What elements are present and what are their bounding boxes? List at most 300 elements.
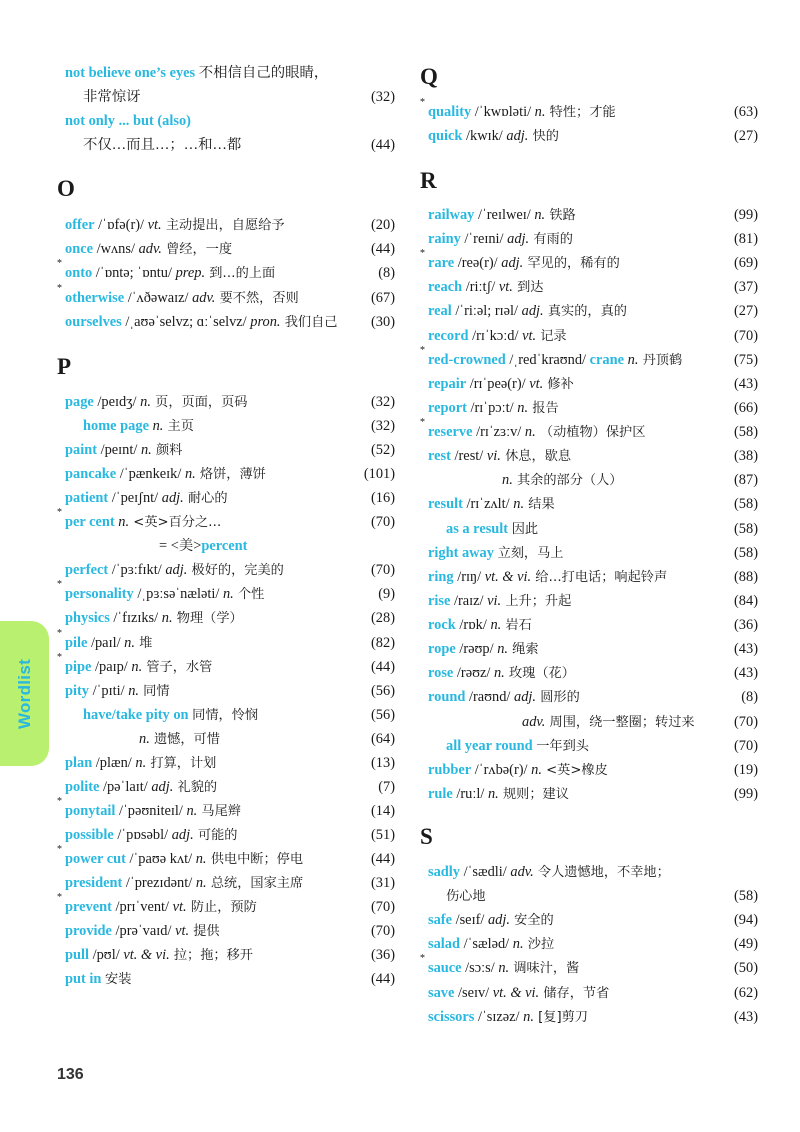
part-of-speech: adj.: [514, 689, 537, 706]
chinese-meaning: 可能的: [193, 827, 238, 843]
headword: rare: [428, 255, 455, 272]
part-of-speech: adj.: [521, 303, 544, 320]
page-reference: (44): [371, 241, 395, 258]
chinese-meaning: 伤心地: [446, 889, 486, 905]
part-of-speech: vt.: [522, 327, 537, 344]
chinese-meaning: 立刻，马上: [497, 545, 564, 561]
page-reference: (43): [734, 1008, 758, 1025]
part-of-speech: n.: [161, 610, 173, 627]
entry-text: [83, 704, 361, 727]
word-entry: [57, 892, 395, 918]
wordlist-tab-label: Wordlist: [14, 658, 34, 729]
page-reference: (66): [734, 399, 758, 416]
headword: railway: [428, 207, 475, 223]
entry-text: [446, 518, 724, 541]
word-entry: [420, 97, 758, 123]
chinese-meaning: 因此: [511, 521, 539, 537]
part-of-speech: vt.: [172, 899, 187, 916]
page-reference: (62): [734, 984, 758, 1001]
page-reference: (69): [734, 255, 758, 272]
star-marker: *: [57, 579, 62, 591]
headword: pipe: [65, 658, 92, 675]
entry-text: pity /ˈpɪti/ n. 同情: [65, 682, 170, 699]
part-of-speech: n.: [524, 424, 536, 441]
word-entry: [420, 759, 758, 781]
headword: put in: [65, 971, 102, 988]
headword: quality: [428, 104, 472, 120]
page-reference: (101): [363, 466, 395, 483]
word-entry: [420, 590, 758, 612]
page-reference: (63): [734, 104, 758, 120]
chinese-meaning: 丹顶鹤: [638, 352, 683, 368]
entry-text: otherwise /ˈʌðəwaɪz/ adv. 要不然，否则: [65, 289, 299, 306]
headword: not believe one’s eyes: [65, 65, 196, 81]
word-entry: [420, 493, 758, 515]
page-reference: (52): [371, 442, 395, 459]
page-reference: (81): [734, 231, 758, 248]
chinese-meaning: 堆: [134, 635, 153, 651]
page-reference: (49): [734, 936, 758, 953]
entry-text: real /ˈriːəl; rɪəl/ adj. 真实的，真的: [428, 303, 627, 320]
entry-text: polite /pəˈlaɪt/ adj. 礼貌的: [65, 778, 218, 795]
word-entry: [57, 872, 395, 894]
chinese-meaning: 拉；拖；移开: [169, 948, 253, 964]
headword: report: [428, 399, 467, 416]
page-reference: (14): [371, 802, 395, 819]
chinese-meaning: [复]剪刀: [533, 1009, 588, 1025]
entry-text: physics /ˈfɪzɪks/ n. 物理（学）: [65, 610, 243, 627]
page-reference: (8): [378, 265, 395, 282]
entry-text: onto /ˈɒntə; ˈɒntu/ prep. 到…的上面: [65, 265, 276, 282]
part-of-speech: n.: [487, 785, 499, 802]
headword: result: [428, 496, 463, 513]
word-entry: [420, 518, 758, 540]
part-of-speech: n.: [131, 658, 143, 675]
entry-text: ourselves /ˌaʊəˈselvz; ɑːˈselvz/ pron. 我们自己: [65, 313, 338, 330]
entry-text: result /rɪˈzʌlt/ n. 结果: [428, 496, 555, 513]
headword: not only ... but (also): [65, 113, 191, 129]
part-of-speech: adj.: [151, 778, 174, 795]
word-entry: [57, 391, 395, 413]
part-of-speech: adv.: [522, 713, 546, 730]
entry-text: pull /pʊl/ vt. & vi. 拉；拖；移开: [65, 947, 253, 964]
headword: right away: [428, 544, 494, 561]
entry-text: rock /rɒk/ n. 岩石: [428, 617, 532, 634]
page-reference: (82): [371, 634, 395, 651]
chinese-meaning: 规则；建议: [498, 786, 569, 802]
word-entry: [420, 325, 758, 347]
part-of-speech: n.: [534, 104, 546, 120]
star-marker: *: [420, 97, 425, 108]
word-entry: [420, 783, 758, 805]
entry-text: quick /kwɪk/ adj. 快的: [428, 128, 559, 144]
chinese-meaning: 圆形的: [536, 690, 580, 706]
headword: onto: [65, 265, 93, 282]
star-marker: *: [57, 651, 62, 663]
chinese-meaning: 周围，绕一整圈；转过来: [545, 714, 695, 730]
headword: offer: [65, 217, 95, 233]
headword: real: [428, 303, 452, 320]
chinese-meaning: 快的: [528, 129, 559, 144]
chinese-meaning: 沙拉: [523, 937, 555, 953]
headword: rope: [428, 641, 456, 658]
entry-text: [502, 469, 724, 492]
entry-text: possible /ˈpɒsəbl/ adj. 可能的: [65, 826, 238, 843]
page-reference: (75): [734, 351, 758, 368]
part-of-speech: vi.: [487, 592, 502, 609]
star-marker: *: [57, 507, 62, 519]
part-of-speech: n.: [513, 496, 525, 513]
headword: ring: [428, 568, 454, 585]
star-marker: *: [420, 344, 425, 356]
part-of-speech: n.: [498, 960, 510, 977]
word-entry: [57, 752, 395, 774]
entry-text: reach /riːtʃ/ vt. 到达: [428, 279, 544, 296]
headword: per cent: [65, 514, 115, 531]
page-reference: (94): [734, 912, 758, 929]
entry-text: pile /paɪl/ n. 堆: [65, 634, 153, 651]
page-reference: (36): [371, 947, 395, 964]
page-reference: (44): [371, 137, 395, 153]
entry-text: rubber /ˈrʌbə(r)/ n. <英>橡皮: [428, 761, 608, 778]
part-of-speech: n.: [534, 207, 546, 223]
page-reference: (99): [734, 785, 758, 802]
headword: otherwise: [65, 289, 125, 306]
word-entry: [57, 463, 395, 485]
chinese-meaning: 总统，国家主席: [206, 876, 304, 891]
part-of-speech: n.: [118, 514, 130, 531]
chinese-meaning: 报告: [528, 400, 559, 416]
word-entry: [420, 614, 758, 636]
entry-text: sadly /ˈsædli/ adv. 令人遗憾地，不幸地；: [428, 864, 670, 880]
chinese-meaning: 到达: [512, 280, 544, 296]
part-of-speech: vt. & vi.: [484, 568, 532, 585]
chinese-meaning: 烙饼，薄饼: [195, 467, 266, 483]
word-entry: [420, 953, 758, 979]
chinese-meaning: 休息，歇息: [500, 449, 572, 465]
part-of-speech: n.: [128, 682, 139, 699]
part-of-speech: n.: [502, 472, 513, 489]
entry-text: 非常惊讶: [83, 89, 141, 105]
page-reference: (31): [371, 875, 395, 891]
word-entry: [420, 1006, 758, 1028]
headword: pile: [65, 634, 88, 651]
page-reference: (84): [734, 592, 758, 609]
entry-text: [139, 728, 361, 751]
page-reference: (58): [734, 544, 758, 561]
part-of-speech: n.: [152, 418, 164, 435]
page-reference: (32): [371, 89, 395, 105]
headword: pancake: [65, 466, 117, 483]
star-marker: *: [57, 892, 62, 904]
part-of-speech: n.: [184, 466, 196, 483]
part-of-speech: n.: [135, 754, 147, 771]
page-reference: (56): [371, 682, 395, 699]
word-entry: [57, 415, 395, 437]
entry-text: prevent /prɪˈvent/ vt. 防止，预防: [65, 899, 257, 916]
entry-text: salad /ˈsæləd/ n. 沙拉: [428, 936, 555, 953]
chinese-meaning: 物理（学）: [172, 611, 243, 627]
star-marker: *: [57, 843, 62, 855]
chinese-meaning: <英>百分之…: [129, 515, 222, 531]
chinese-meaning: 遗憾，可惜: [149, 731, 220, 747]
page-reference: (64): [371, 730, 395, 747]
headword: scissors: [428, 1008, 475, 1025]
page-reference: (43): [734, 641, 758, 658]
chinese-meaning: 调味汁，酱: [509, 961, 580, 977]
part-of-speech: n.: [490, 617, 502, 634]
word-entry: [420, 638, 758, 660]
page-reference: (32): [371, 394, 395, 410]
part-of-speech: adj.: [501, 255, 524, 272]
page-reference: (70): [734, 327, 758, 344]
page-reference: (30): [371, 313, 395, 330]
chinese-meaning: （动植物）保护区: [535, 425, 646, 441]
headword: polite: [65, 778, 100, 795]
word-entry: [57, 535, 395, 557]
part-of-speech: n.: [139, 730, 150, 747]
headword: record: [428, 327, 469, 344]
chinese-meaning: 供电中断；停电: [206, 851, 304, 867]
page-reference: (44): [371, 850, 395, 867]
entry-text: rope /rəʊp/ n. 绳索: [428, 641, 539, 658]
chinese-meaning: 特性；才能: [545, 105, 616, 120]
headword: reach: [428, 279, 463, 296]
entry-text: [522, 711, 724, 734]
word-entry: [57, 214, 395, 236]
word-entry: [57, 62, 395, 84]
part-of-speech: n.: [523, 1008, 534, 1025]
part-of-speech: n.: [517, 399, 529, 416]
chinese-meaning: 绳索: [507, 642, 539, 658]
headword: sauce: [428, 960, 462, 977]
star-marker: *: [420, 953, 425, 965]
entry-text: rainy /ˈreɪni/ adj. 有雨的: [428, 231, 573, 248]
chinese-meaning: 安装: [105, 972, 132, 988]
section-letter-q: Q: [420, 64, 438, 89]
page-reference: (44): [371, 658, 395, 675]
star-marker: *: [420, 417, 425, 429]
page-reference: (16): [371, 490, 395, 507]
chinese-meaning: 打算，计划: [146, 755, 217, 771]
part-of-speech: n.: [497, 641, 508, 658]
section-letter-o: O: [57, 176, 75, 201]
word-entry: [420, 397, 758, 419]
part-of-speech: vt. & vi.: [492, 984, 540, 1001]
chinese-meaning: 同情，怜悯: [192, 707, 259, 723]
entry-text: [83, 415, 361, 438]
star-marker: *: [57, 282, 62, 294]
word-entry: [57, 843, 395, 870]
chinese-meaning: 铁路: [545, 208, 576, 223]
entry-text: [65, 110, 361, 132]
chinese-meaning: 耐心的: [183, 491, 228, 507]
part-of-speech: adv.: [510, 864, 534, 880]
word-entry: [420, 735, 758, 757]
chinese-meaning: 颜料: [151, 443, 183, 459]
word-entry: [420, 909, 758, 931]
entry-text: page /peɪdʒ/ n. 页，页面，页码: [65, 394, 248, 410]
headword: red-crowned: [428, 351, 506, 368]
part-of-speech: prep.: [175, 265, 206, 282]
entry-text: ring /rɪŋ/ vt. & vi. 给…打电话；响起铃声: [428, 568, 668, 585]
entry-text: [446, 885, 724, 908]
word-entry: [57, 920, 395, 942]
chinese-meaning: 马尾辫: [197, 803, 241, 819]
part-of-speech: vt.: [147, 217, 162, 233]
chinese-meaning: 防止，预防: [186, 900, 257, 916]
part-of-speech: n.: [195, 875, 207, 891]
page-reference: (20): [371, 217, 395, 233]
word-entry: [57, 704, 395, 726]
chinese-meaning: 个性: [233, 587, 265, 603]
page-reference: (13): [371, 754, 395, 771]
section-letter-s: S: [420, 824, 433, 849]
part-of-speech: vt.: [175, 923, 190, 940]
entry-text: save /seɪv/ vt. & vi. 储存，节省: [428, 984, 610, 1001]
word-entry: [420, 861, 758, 883]
word-entry: [57, 776, 395, 798]
page-reference: (43): [734, 665, 758, 682]
word-entry: [420, 344, 758, 371]
headword: sadly: [428, 864, 460, 880]
star-marker: *: [57, 258, 62, 270]
entry-text: reserve /rɪˈzɜːv/ n. （动植物）保护区: [428, 424, 646, 441]
word-entry: [420, 445, 758, 467]
part-of-speech: adj.: [507, 231, 530, 248]
word-entry: [420, 417, 758, 443]
word-entry: [57, 795, 395, 822]
part-of-speech: n.: [627, 351, 639, 368]
headword: have/take pity on: [83, 706, 189, 723]
word-entry: [420, 469, 758, 491]
page-reference: (50): [734, 960, 758, 977]
word-entry: [57, 507, 395, 533]
page-reference: (58): [734, 424, 758, 441]
page-reference: (36): [734, 617, 758, 634]
entry-text: rare /reə(r)/ adj. 罕见的，稀有的: [428, 255, 620, 272]
chinese-meaning: 到…的上面: [205, 266, 276, 282]
part-of-speech: n.: [493, 665, 505, 682]
part-of-speech: vt. & vi.: [123, 947, 170, 964]
word-entry: [420, 300, 758, 322]
word-entry: [57, 680, 395, 702]
chinese-meaning: 礼貌的: [173, 779, 218, 795]
star-marker: *: [57, 795, 62, 807]
headword: rise: [428, 592, 451, 609]
chinese-meaning: 页，页面，页码: [150, 395, 248, 410]
chinese-meaning: 同情: [138, 683, 170, 699]
part-of-speech: adj.: [161, 490, 184, 507]
chinese-meaning: 罕见的，稀有的: [523, 256, 620, 272]
chinese-meaning: 给…打电话；响起铃声: [531, 569, 668, 585]
word-entry: [420, 885, 758, 907]
entry-text: rule /ruːl/ n. 规则；建议: [428, 785, 569, 802]
headword: round: [428, 689, 466, 706]
chinese-meaning: 主页: [163, 419, 194, 435]
entry-text: repair /rɪˈpeə(r)/ vt. 修补: [428, 375, 574, 392]
entry-text: personality /ˌpɜːsəˈnæləti/ n. 个性: [65, 586, 265, 603]
word-entry: [420, 228, 758, 250]
headword: quick: [428, 128, 463, 144]
chinese-meaning: 提供: [189, 924, 220, 940]
headword: president: [65, 875, 123, 891]
chinese-meaning: 令人遗憾地，不幸地；: [533, 865, 670, 880]
chinese-meaning: 玫瑰（花）: [504, 666, 575, 682]
page-reference: (38): [734, 448, 758, 465]
headword: pull: [65, 947, 90, 964]
chinese-meaning: <英>橡皮: [541, 762, 608, 778]
page-reference: (51): [371, 826, 395, 843]
word-entry: [57, 311, 395, 333]
page-reference: (70): [734, 713, 758, 730]
part-of-speech: vt.: [498, 279, 513, 296]
word-entry: [57, 728, 395, 750]
part-of-speech: adv.: [192, 289, 216, 306]
wordlist-tab: [0, 621, 49, 766]
headword: page: [65, 394, 94, 410]
headword: repair: [428, 375, 467, 392]
headword: pity: [65, 682, 89, 699]
entry-text: president /ˈprezɪdənt/ n. 总统，国家主席: [65, 875, 304, 891]
word-entry: [420, 542, 758, 564]
word-entry: [57, 258, 395, 284]
word-entry: [57, 134, 395, 156]
page-reference: (70): [371, 562, 395, 579]
entry-text: red-crowned /ˌredˈkraʊnd/ crane n. 丹顶鹤: [428, 351, 683, 368]
chinese-meaning: 一年到头: [536, 738, 589, 754]
page-reference: (58): [734, 496, 758, 513]
page-reference: (27): [734, 128, 758, 144]
entry-text: perfect /ˈpɜːfɪkt/ adj. 极好的，完美的: [65, 562, 284, 579]
chinese-meaning: 我们自己: [280, 314, 338, 330]
entry-text: [65, 511, 361, 534]
page-reference: (27): [734, 303, 758, 320]
headword: rose: [428, 665, 454, 682]
entry-text: scissors /ˈsɪzəz/ n. [复]剪刀: [428, 1008, 588, 1025]
word-entry: [420, 248, 758, 274]
part-of-speech: adj.: [487, 912, 510, 929]
headword: safe: [428, 912, 452, 929]
entry-text: not believe one’s eyes 不相信自己的眼睛，: [65, 65, 329, 81]
part-of-speech: n.: [222, 586, 234, 603]
page-reference: (56): [371, 706, 395, 723]
headword: ponytail: [65, 802, 116, 819]
word-entry: [57, 579, 395, 605]
part-of-speech: adj.: [506, 128, 529, 144]
entry-text: once /wʌns/ adv. 曾经，一度: [65, 241, 233, 258]
page-reference: (28): [371, 610, 395, 627]
entry-text: pancake /ˈpænkeɪk/ n. 烙饼，薄饼: [65, 466, 266, 483]
star-marker: *: [57, 627, 62, 639]
entry-text: round /raʊnd/ adj. 圆形的: [428, 689, 580, 706]
page-reference: (58): [734, 520, 758, 537]
word-entry: [420, 662, 758, 684]
headword: as a result: [446, 520, 509, 537]
chinese-meaning: 真实的，真的: [543, 304, 627, 320]
entry-text: 不仅…而且…；…和…都: [83, 137, 242, 153]
word-entry: [57, 944, 395, 966]
part-of-speech: vt.: [529, 375, 544, 392]
word-entry: [57, 110, 395, 132]
page-reference: (70): [371, 899, 395, 916]
page-reference: (19): [734, 761, 758, 778]
chinese-meaning: 极好的，完美的: [187, 563, 284, 579]
headword: power cut: [65, 850, 126, 867]
word-entry: [57, 559, 395, 581]
part-of-speech: adv.: [138, 241, 162, 258]
chinese-meaning: 上升；升起: [501, 593, 572, 609]
